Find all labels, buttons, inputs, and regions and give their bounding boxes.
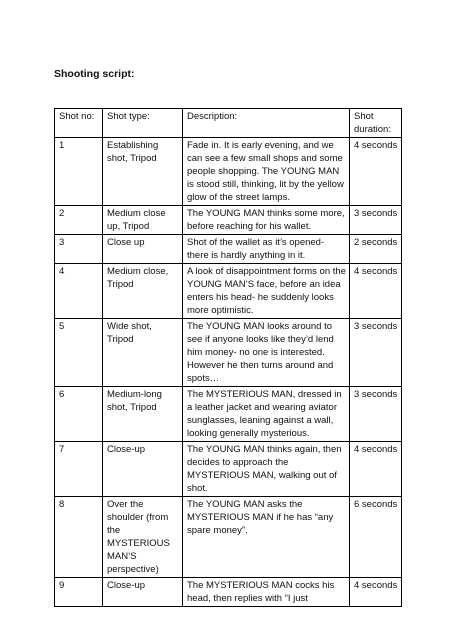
shot-description: The YOUNG MAN asks the MYSTERIOUS MAN if he has “any spare money”. [183,497,350,578]
header-description: Description: [183,109,350,138]
shot-number: 4 [55,264,103,319]
shot-duration: 3 seconds [350,206,402,235]
table-row [55,235,402,264]
header-shot-type: Shot type: [103,109,183,138]
shot-description: The YOUNG MAN thinks some more, before reaching for his wallet. [183,206,350,235]
shot-description: The YOUNG MAN looks around to see if anyone looks like they’d lend him money- no one is interested. However he then turns around and spots… [183,319,350,387]
shot-description: The YOUNG MAN thinks again, then decides to approach the MYSTERIOUS MAN, walking out of shot. [183,442,350,497]
shot-number: 6 [55,387,103,442]
shot-number: 5 [55,319,103,387]
header-shot-no: Shot no: [55,109,103,138]
table-row [55,387,402,442]
shot-duration: 3 seconds [350,319,402,387]
shot-type: Close-up [103,578,183,607]
shot-type: Over the shoulder (from the MYSTERIOUS MAN’S perspective) [103,497,183,578]
table-header-row [55,109,402,138]
table-row [55,497,402,578]
shot-number: 9 [55,578,103,607]
shot-type: Close up [103,235,183,264]
shot-description: The MYSTERIOUS MAN cocks his head, then replies with “I just [183,578,350,607]
shot-number: 7 [55,442,103,497]
shot-description: The MYSTERIOUS MAN, dressed in a leather jacket and wearing aviator sunglasses, leaning against a wall, looking generally mysterious. [183,387,350,442]
shot-duration: 4 seconds [350,138,402,206]
shot-number: 2 [55,206,103,235]
shot-duration: 3 seconds [350,387,402,442]
shot-duration: 4 seconds [350,264,402,319]
shot-duration: 4 seconds [350,442,402,497]
shot-type: Medium-long shot, Tripod [103,387,183,442]
table-row [55,206,402,235]
shooting-script-table [54,108,402,607]
table-row [55,578,402,607]
shot-description: A look of disappointment forms on the YOUNG MAN’S face, before an idea enters his head- he suddenly looks more optimistic. [183,264,350,319]
shot-duration: 2 seconds [350,235,402,264]
shot-number: 3 [55,235,103,264]
table-row [55,319,402,387]
shot-number: 1 [55,138,103,206]
shot-description: Shot of the wallet as it’s opened- there is hardly anything in it. [183,235,350,264]
table-row [55,138,402,206]
page-title: Shooting script: [54,68,135,80]
table-row [55,264,402,319]
shot-type: Close-up [103,442,183,497]
shot-duration: 4 seconds [350,578,402,607]
table-row [55,442,402,497]
header-shot-duration: Shot duration: [350,109,402,138]
shot-duration: 6 seconds [350,497,402,578]
shot-description: Fade in. It is early evening, and we can see a few small shops and some people shopping. The YOUNG MAN is stood still, thinking, lit by the yellow glow of the street lamps. [183,138,350,206]
shot-type: Medium close, Tripod [103,264,183,319]
shot-type: Medium close up, Tripod [103,206,183,235]
shot-number: 8 [55,497,103,578]
shot-type: Establishing shot, Tripod [103,138,183,206]
shot-type: Wide shot, Tripod [103,319,183,387]
